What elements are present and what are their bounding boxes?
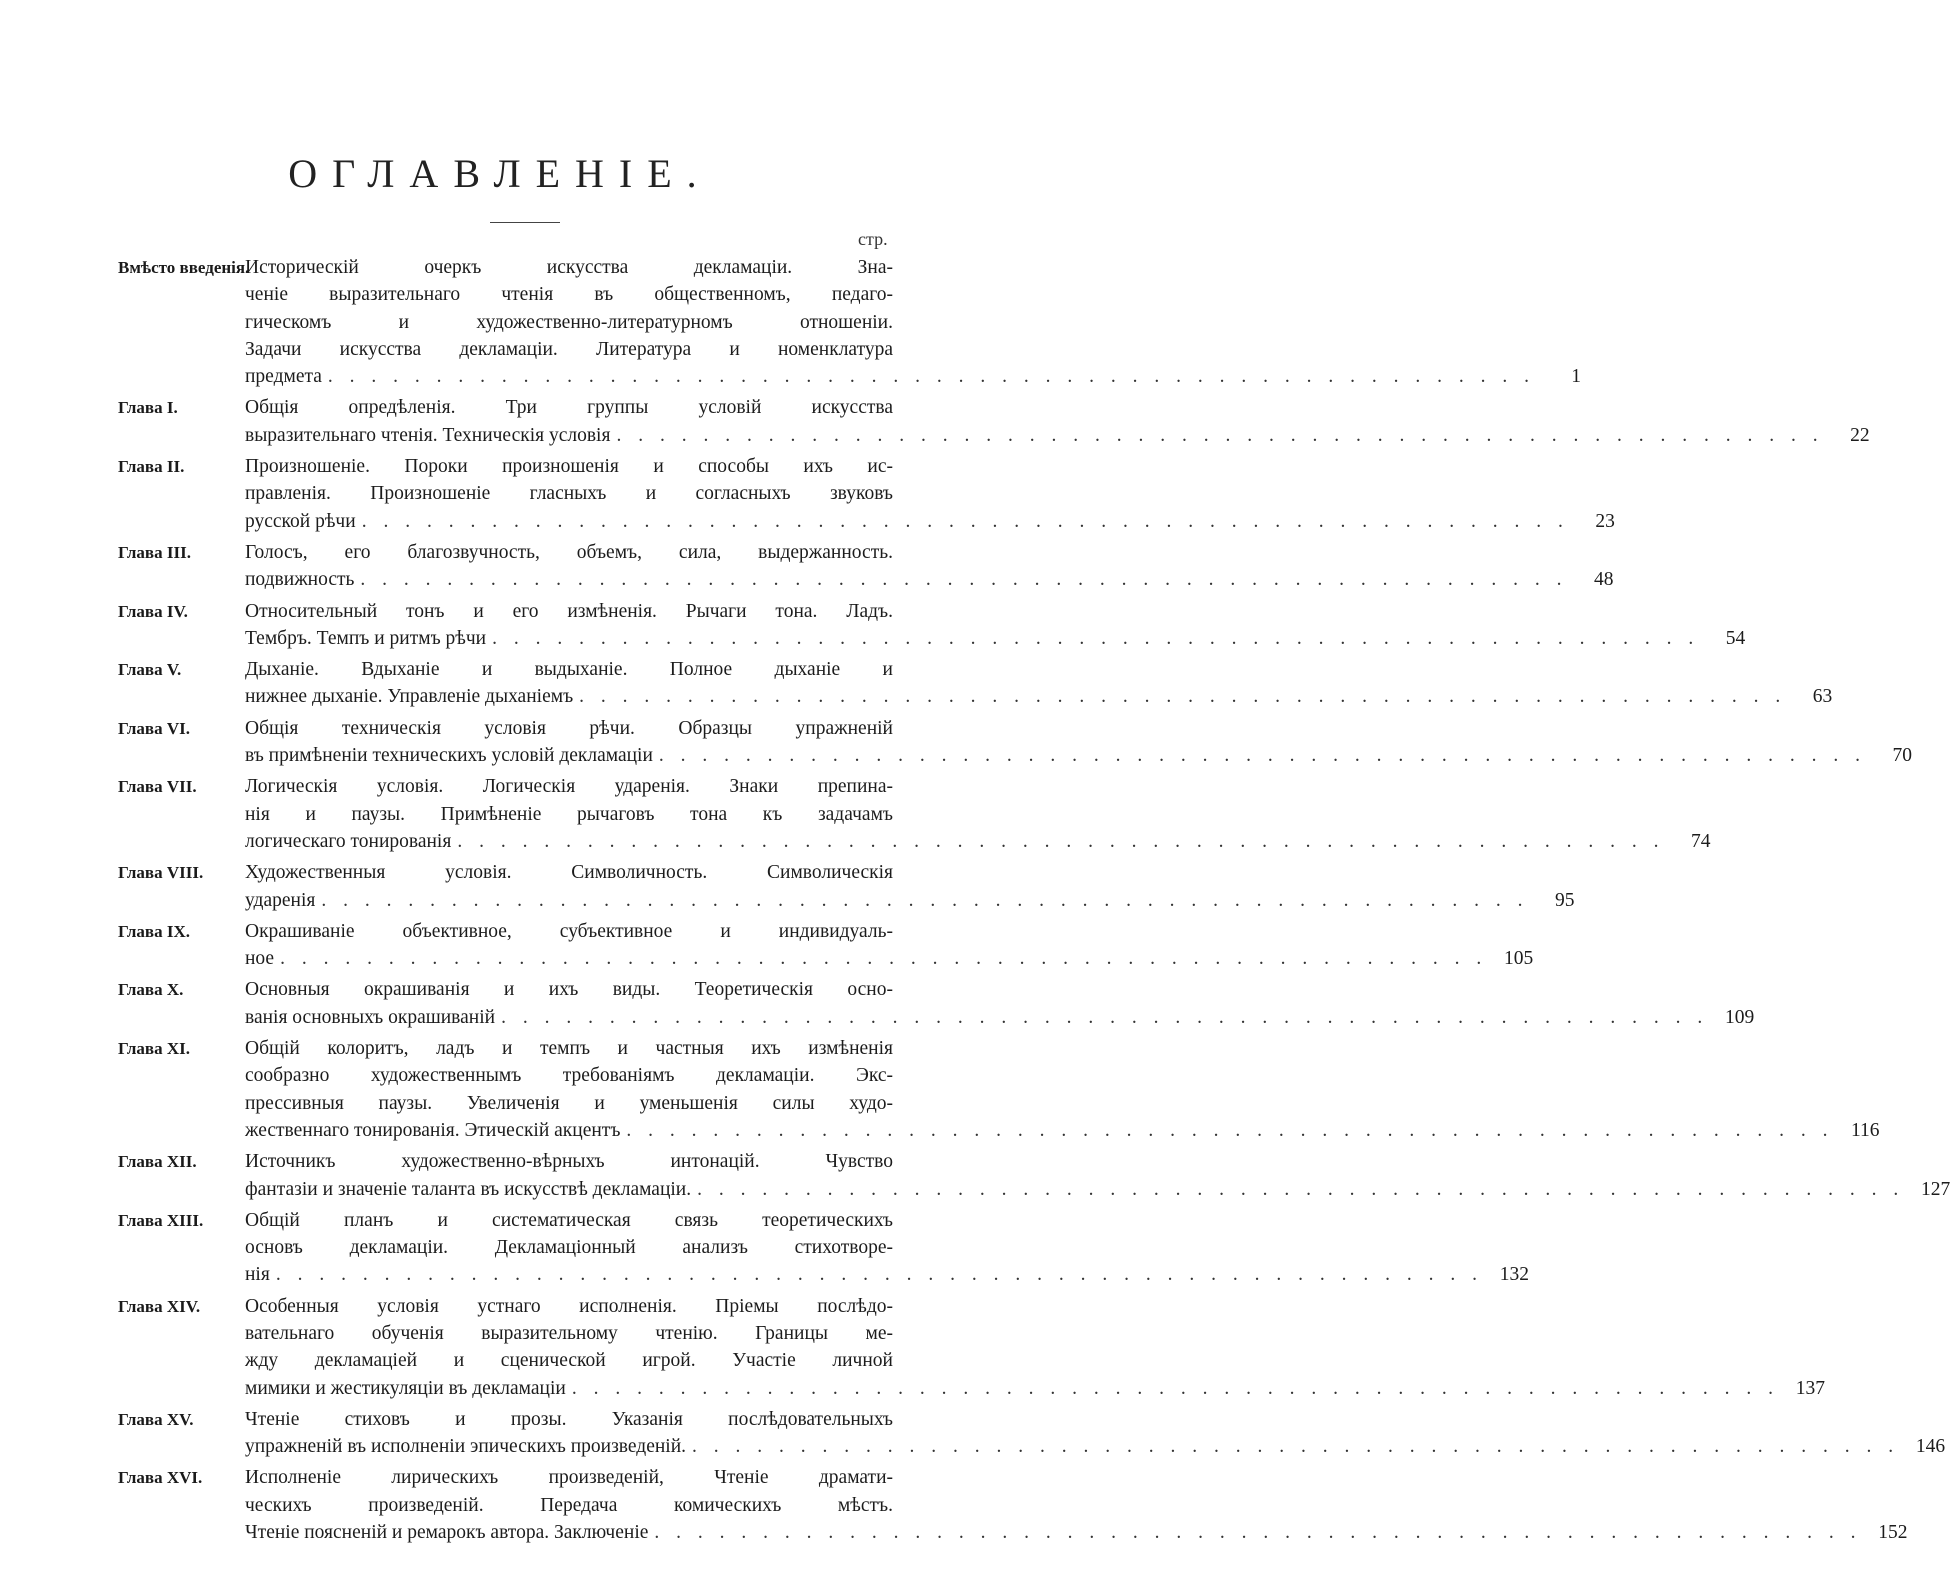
toc-page-number: 22 [1850, 424, 1870, 446]
toc-entry-text: Общія техническія условія рѣчи. Образцы упражненій [245, 717, 893, 739]
toc-entry-line [118, 1004, 1755, 1031]
toc-entry-text: основъ декламаціи. Декламаціонный анализъ стихотворе- [245, 1237, 893, 1259]
toc-entry [118, 976, 1755, 1031]
toc-entry-text: ванія основныхъ окрашиваній [245, 1006, 496, 1028]
toc-entry-line [118, 1347, 893, 1374]
toc-entry-label: Глава XIII. [118, 1210, 204, 1230]
toc-entry-line [118, 1035, 893, 1062]
toc-entry-label: Глава VII. [118, 777, 197, 797]
toc-entry-line [118, 422, 1870, 449]
toc-entry-label: Глава XI. [118, 1039, 191, 1059]
toc-entry-text: Произношеніе. Пороки произношенія и способы ихъ ис- [245, 456, 893, 478]
toc-entry-line [118, 1090, 893, 1117]
toc-entry-text: Художественныя условія. Символичность. Символическія [245, 862, 893, 884]
toc-entry-text: Чтеніе поясненій и ремарокъ автора. Заключеніе [245, 1522, 649, 1544]
toc-entry-label: Глава IV. [118, 601, 188, 621]
dot-leader: . . . . . . . . . . . . . . . . . . . . . . . . . . . . . . . . . . . . . . . . . . . . . . . . . . . . . . . . [501, 1006, 1709, 1028]
toc-entry-line [118, 336, 893, 363]
toc-entry-text: въ примѣненіи техническихъ условій декламаціи [245, 745, 653, 767]
dot-leader: . . . . . . . . . . . . . . . . . . . . . . . . . . . . . . . . . . . . . . . . . . . . . . . . . . . . . . . . [654, 1522, 1862, 1544]
toc-entry-line [118, 1176, 1950, 1203]
toc-page-number: 63 [1812, 686, 1833, 708]
toc-entry-text: жественнаго тонированія. Этическій акцентъ [245, 1119, 621, 1141]
toc-entry-line [118, 918, 893, 945]
toc-entry [118, 394, 1870, 449]
toc-entry-text: нія и паузы. Примѣненіе рычаговъ тона къ задачамъ [245, 803, 893, 825]
toc-entry-text: Историческій очеркъ искусства декламаціи. Зна- [245, 257, 893, 278]
dot-leader: . . . . . . . . . . . . . . . . . . . . . . . . . . . . . . . . . . . . . . . . . . . . . . . . . . . . . . . . [571, 1377, 1779, 1399]
dot-leader: . . . . . . . . . . . . . . . . . . . . . . . . . . . . . . . . . . . . . . . . . . . . . . . . . . . . . . . . [327, 366, 1536, 388]
dot-leader: . . . . . . . . . . . . . . . . . . . . . . . . . . . . . . . . . . . . . . . . . . . . . . . . . . . . . . . . [697, 1178, 1905, 1200]
toc-entry [118, 773, 1711, 855]
toc-entry-text: Голосъ, его благозвучность, объемъ, сила, выдержанность. [245, 541, 893, 563]
toc-entry-line [118, 1261, 1529, 1288]
toc-entry-text: Окрашиваніе объективное, субъективное и индивидуаль- [245, 920, 893, 942]
toc-entry-line [118, 1148, 893, 1175]
dot-leader: . . . . . . . . . . . . . . . . . . . . . . . . . . . . . . . . . . . . . . . . . . . . . . . . . . . . . . . . [492, 627, 1700, 649]
toc-entry-text: сообразно художественнымъ требованіямъ декламаціи. Экс- [245, 1065, 893, 1087]
toc-entry-text: Общій колоритъ, ладъ и темпъ и частныя ихъ измѣненія [245, 1038, 893, 1060]
toc-entry-label: Глава XV. [118, 1409, 194, 1429]
toc-entry-line [118, 281, 893, 308]
table-of-contents [118, 254, 1950, 1550]
toc-entry [118, 1464, 1908, 1546]
toc-page-number: 116 [1851, 1119, 1880, 1141]
toc-page-number: 48 [1594, 569, 1614, 591]
toc-entry-text: предмета [245, 366, 322, 388]
toc-page-number: 132 [1499, 1264, 1529, 1286]
dot-leader: . . . . . . . . . . . . . . . . . . . . . . . . . . . . . . . . . . . . . . . . . . . . . . . . . . . . . . . . [361, 510, 1569, 532]
toc-entry-text: ударенія [245, 889, 316, 911]
toc-page-number: 137 [1795, 1377, 1825, 1399]
toc-entry [118, 1035, 1880, 1144]
toc-entry-line [118, 801, 893, 828]
toc-entry-line [118, 363, 1582, 390]
toc-entry-text: Дыханіе. Вдыханіе и выдыханіе. Полное дыханіе и [245, 659, 893, 681]
toc-entry [118, 715, 1913, 770]
dot-leader: . . . . . . . . . . . . . . . . . . . . . . . . . . . . . . . . . . . . . . . . . . . . . . . . . . . . . . . . [579, 686, 1787, 708]
toc-entry-text: Источникъ художественно-вѣрныхъ интонацій. Чувство [245, 1151, 893, 1173]
toc-entry-line [118, 1406, 893, 1433]
toc-entry-line [118, 1293, 893, 1320]
toc-entry-text: выразительнаго чтенія. Техническія условія [245, 424, 611, 446]
toc-entry [118, 1406, 1946, 1461]
toc-entry-text: правленія. Произношеніе гласныхъ и согласныхъ звуковъ [245, 483, 893, 505]
dot-leader: . . . . . . . . . . . . . . . . . . . . . . . . . . . . . . . . . . . . . . . . . . . . . . . . . . . . . . . . [626, 1119, 1834, 1141]
toc-entry-line [118, 453, 893, 480]
toc-entry-line [118, 1207, 893, 1234]
toc-entry-line [118, 1117, 1880, 1144]
toc-entry-line [118, 887, 1575, 914]
dot-leader: . . . . . . . . . . . . . . . . . . . . . . . . . . . . . . . . . . . . . . . . . . . . . . . . . . . . . . . . [692, 1436, 1900, 1458]
toc-entry-text: русской рѣчи [245, 510, 356, 532]
toc-entry-text: Тембръ. Темпъ и ритмъ рѣчи [245, 627, 487, 649]
dot-leader: . . . . . . . . . . . . . . . . . . . . . . . . . . . . . . . . . . . . . . . . . . . . . . . . . . . . . . . . [360, 569, 1568, 591]
toc-entry [118, 254, 1582, 390]
toc-page-number: 95 [1554, 889, 1575, 911]
toc-entry-line [118, 1519, 1908, 1546]
toc-entry-label: Глава I. [118, 398, 178, 418]
toc-entry-text: жду декламаціей и сценической игрой. Участіе личной [245, 1350, 893, 1372]
toc-entry-line [118, 742, 1913, 769]
toc-entry-label: Глава VI. [118, 718, 191, 738]
toc-entry-text: Основныя окрашиванія и ихъ виды. Теоретическія осно- [245, 979, 893, 1001]
toc-entry-text: мимики и жестикуляціи въ декламаціи [245, 1377, 566, 1399]
toc-entry-text: Особенныя условія устнаго исполненія. Пріемы послѣдо- [245, 1295, 893, 1317]
toc-entry-line [118, 1062, 893, 1089]
toc-page-number: 70 [1892, 745, 1913, 767]
toc-entry-label: Глава VIII. [118, 863, 204, 883]
toc-entry-label: Глава X. [118, 980, 184, 1000]
toc-entry-line [118, 508, 1615, 535]
toc-entry-text: нія [245, 1264, 270, 1286]
toc-entry-line [118, 394, 893, 421]
dot-leader: . . . . . . . . . . . . . . . . . . . . . . . . . . . . . . . . . . . . . . . . . . . . . . . . . . . . . . . . [616, 424, 1824, 446]
toc-entry-label: Глава XIV. [118, 1296, 201, 1316]
toc-entry-text: Общій планъ и систематическая связь теоретическихъ [245, 1209, 893, 1231]
toc-page-number: 105 [1503, 948, 1534, 970]
toc-page-number: 23 [1595, 510, 1615, 532]
toc-entry-line [118, 1464, 893, 1491]
dot-leader: . . . . . . . . . . . . . . . . . . . . . . . . . . . . . . . . . . . . . . . . . . . . . . . . . . . . . . . . [321, 889, 1529, 911]
dot-leader: . . . . . . . . . . . . . . . . . . . . . . . . . . . . . . . . . . . . . . . . . . . . . . . . . . . . . . . . [457, 830, 1665, 852]
toc-entry-text: упражненій въ исполненіи эпическихъ произведеній. [245, 1436, 687, 1458]
toc-entry-label: Глава XVI. [118, 1468, 203, 1488]
toc-entry-line [118, 480, 893, 507]
page-title: ОГЛАВЛЕНІЕ. [288, 151, 712, 196]
toc-entry-text: логическаго тонированія [245, 830, 452, 852]
toc-page-number: 127 [1921, 1178, 1950, 1200]
toc-entry-label: Вмѣсто введенія. [118, 258, 250, 277]
toc-entry-text: Исполненіе лирическихъ произведеній, Чтеніе драмати- [245, 1467, 893, 1489]
toc-page-number: 1 [1571, 366, 1582, 388]
toc-entry-text: Относительный тонъ и его измѣненія. Рычаги тона. Ладъ. [245, 600, 893, 622]
toc-entry-line [118, 598, 893, 625]
toc-entry-text: Общія опредѣленія. Три группы условій искусства [245, 397, 893, 419]
toc-entry-line [118, 1433, 1946, 1460]
dot-leader: . . . . . . . . . . . . . . . . . . . . . . . . . . . . . . . . . . . . . . . . . . . . . . . . . . . . . . . . [275, 1264, 1483, 1286]
toc-entry-line [118, 309, 893, 336]
toc-entry-text: ное [245, 948, 275, 970]
toc-entry-label: Глава III. [118, 542, 191, 562]
toc-entry [118, 859, 1575, 914]
toc-entry-line [118, 859, 893, 886]
toc-entry [118, 1293, 1825, 1402]
page-column-label: стр. [858, 229, 888, 249]
toc-entry-text: прессивныя паузы. Увеличенія и уменьшенія силы худо- [245, 1092, 893, 1114]
toc-entry-line [118, 828, 1711, 855]
toc-entry-line [118, 1234, 893, 1261]
toc-entry-text: гическомъ и художественно-литературномъ отношеніи. [245, 311, 893, 333]
toc-entry-line [118, 976, 893, 1003]
toc-entry-text: ченіе выразительнаго чтенія въ общественномъ, педаго- [245, 284, 893, 306]
toc-entry [118, 453, 1615, 535]
toc-page-number: 146 [1915, 1436, 1946, 1458]
toc-page-number: 74 [1690, 830, 1711, 852]
toc-entry-text: вательнаго обученія выразительному чтенію. Границы ме- [245, 1322, 893, 1344]
title-divider [490, 222, 560, 223]
toc-page-number: 109 [1724, 1006, 1755, 1028]
toc-entry-line [118, 715, 893, 742]
toc-entry [118, 1207, 1529, 1289]
toc-entry [118, 1148, 1950, 1203]
toc-entry-label: Глава IX. [118, 921, 191, 941]
toc-entry-line [118, 945, 1534, 972]
toc-entry-line [118, 683, 1833, 710]
toc-entry [118, 918, 1534, 973]
toc-entry-label: Глава II. [118, 457, 185, 477]
toc-page-number: 152 [1878, 1522, 1908, 1544]
toc-entry [118, 598, 1746, 653]
toc-entry-line [118, 773, 893, 800]
toc-entry-text: ческихъ произведеній. Передача комическихъ мѣстъ. [245, 1494, 893, 1516]
toc-entry-text: Задачи искусства декламаціи. Литература и номенклатура [245, 338, 893, 360]
toc-entry-label: Глава V. [118, 660, 182, 680]
toc-entry [118, 656, 1833, 711]
toc-page-number: 54 [1725, 627, 1746, 649]
toc-entry-text: Чтеніе стиховъ и прозы. Указанія послѣдовательныхъ [245, 1408, 893, 1430]
toc-entry-text: подвижность [245, 569, 355, 591]
toc-entry-text: фантазіи и значеніе таланта въ искусствѣ декламаціи. [245, 1178, 692, 1200]
toc-entry-text: Логическія условія. Логическія ударенія. Знаки препина- [245, 776, 893, 798]
dot-leader: . . . . . . . . . . . . . . . . . . . . . . . . . . . . . . . . . . . . . . . . . . . . . . . . . . . . . . . . [658, 745, 1867, 767]
toc-entry-line [118, 656, 893, 683]
toc-entry-label: Глава XII. [118, 1152, 197, 1172]
toc-entry-line [118, 566, 1614, 593]
toc-entry [118, 539, 1614, 594]
toc-entry-line [118, 1375, 1825, 1402]
toc-entry-line [118, 539, 893, 566]
toc-entry-line [118, 1492, 893, 1519]
toc-entry-text: нижнее дыханіе. Управленіе дыханіемъ [245, 686, 574, 708]
toc-entry-line [118, 1320, 893, 1347]
dot-leader: . . . . . . . . . . . . . . . . . . . . . . . . . . . . . . . . . . . . . . . . . . . . . . . . . . . . . . . . [280, 948, 1488, 970]
toc-entry-line [118, 625, 1746, 652]
